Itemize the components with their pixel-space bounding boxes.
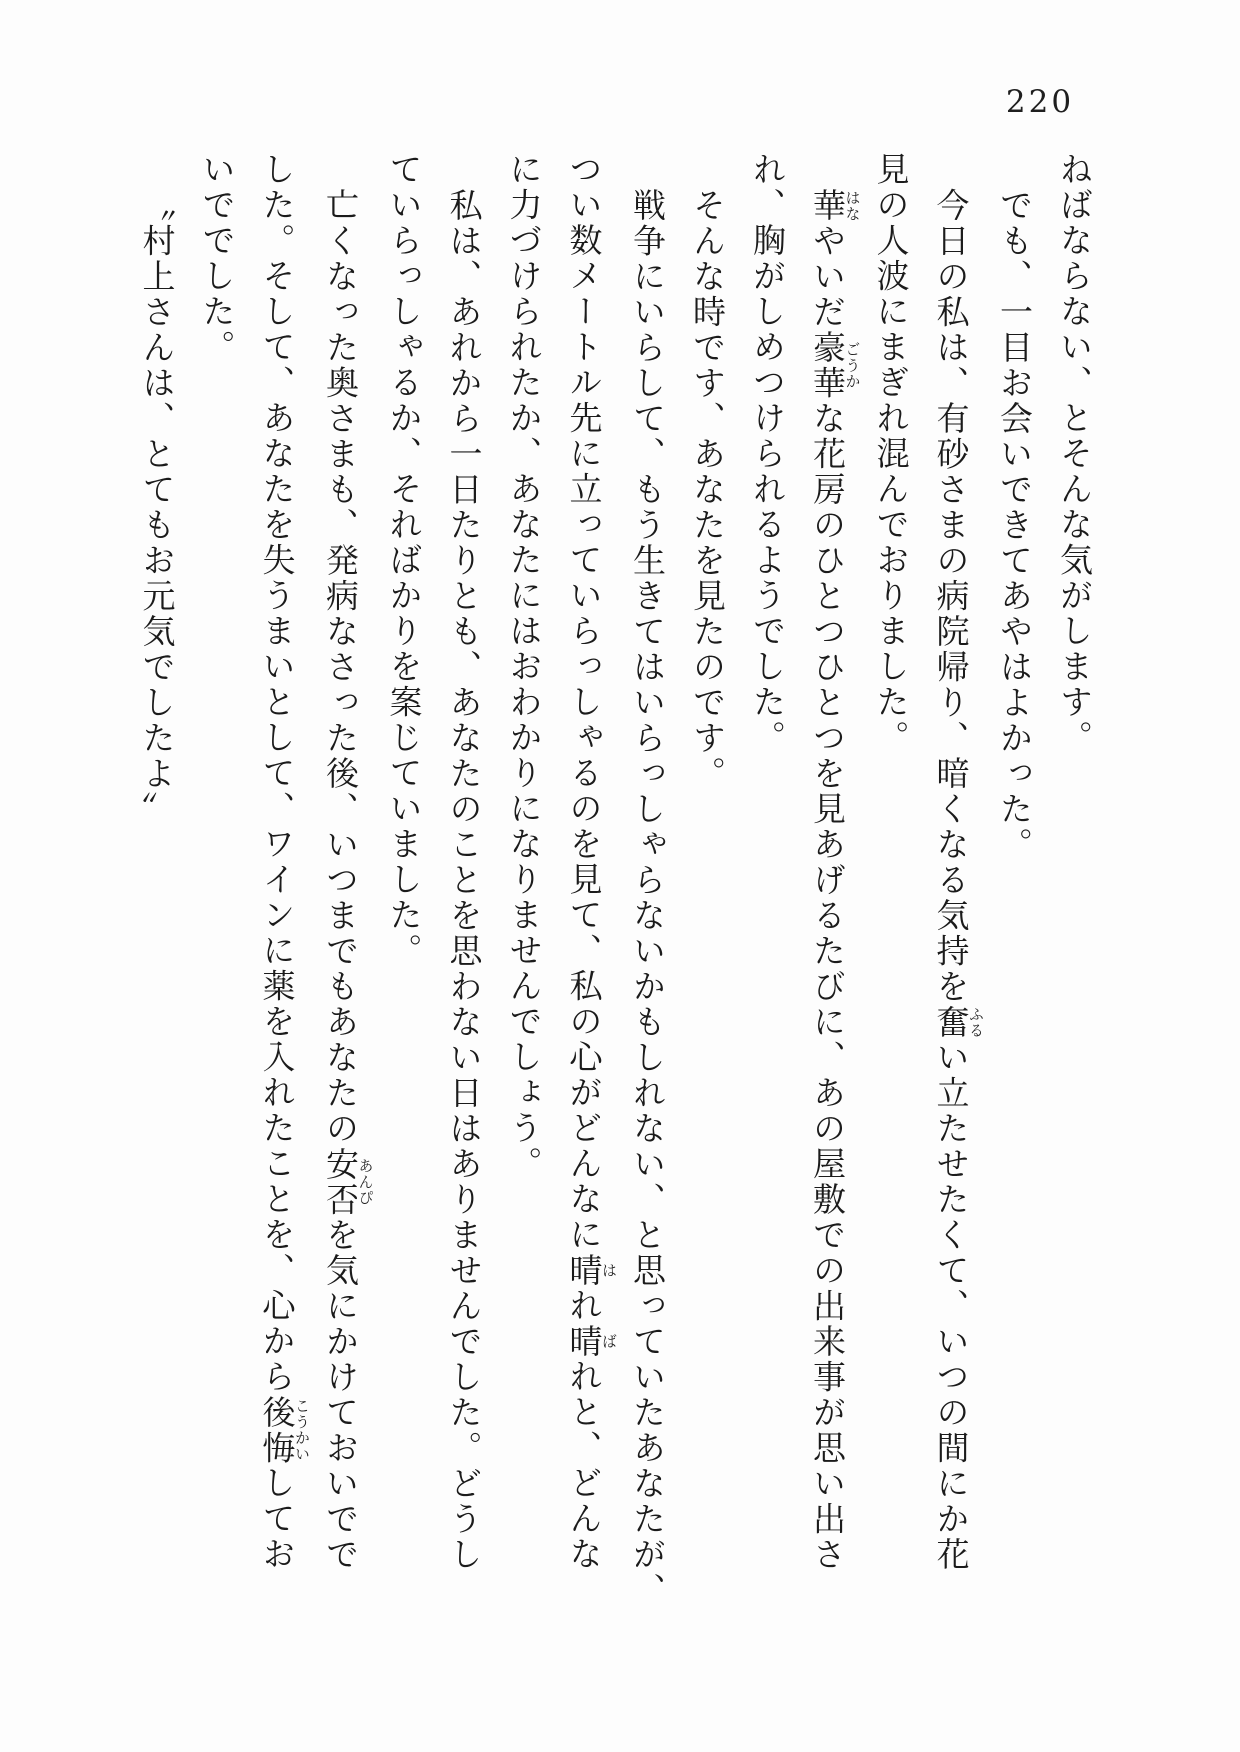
furigana: はな	[843, 188, 862, 224]
furigana: ば	[600, 1323, 618, 1359]
furigana: あんぴ	[356, 1146, 375, 1218]
ruby-annotated-word: 安否あんぴ	[321, 1146, 375, 1218]
text-line: れ、胸がしめつけられるようでした。	[748, 152, 787, 756]
text-line: ねばならない、とそんな気がします。	[1055, 152, 1094, 756]
page-text	[127, 152, 1105, 1608]
ruby-annotated-word: 奮ふる	[931, 1004, 985, 1040]
furigana: こうかい	[293, 1394, 311, 1466]
text-line: 華はなやいだ豪華ごうかな花房のひとつひとつを見あげるたびに、あの屋敷での出来事が思い出さ	[808, 188, 862, 1573]
text-line: した。そして、あなたを失うまいとして、ワインに薬を入れたことを、心から後悔こうかいしてお	[257, 152, 311, 1572]
text-line: そんな時です、あなたを見たのです。	[688, 188, 727, 792]
text-line: 今日の私は、有砂さまの病院帰り、暗くなる気持を奮ふるい立たせたくて、いつの間にか花	[931, 188, 985, 1573]
furigana: ごうか	[843, 330, 862, 401]
ruby-annotated-word: 豪華ごうか	[808, 330, 862, 401]
text-line: ていらっしゃるか、そればかりを案じていました。	[384, 152, 424, 969]
page-number: 220	[1005, 84, 1075, 120]
text-line: いででした。	[197, 152, 237, 365]
text-line: 亡くなった奥さまも、発病なさった後、いつまでもあなたの安否あんぴを気にかけておいでで	[321, 188, 375, 1573]
text-line: 戦争にいらして、もう生きてはいらっしゃらないかもしれない、と思っていたあなたが、	[628, 188, 667, 1608]
text-line: 私は、あれから一日たりとも、あなたのことを思わない日はありませんでした。どうし	[444, 188, 484, 1573]
text-line: つい数メートル先に立っていらっしゃるのを見て、私の心がどんなに晴はれ晴ばれと、どんな	[564, 152, 618, 1572]
text-line: でも、一目お会いできてあやはよかった。	[995, 188, 1034, 863]
text-line: に力づけられたか、あなたにはおわかりになりませんでしょう。	[504, 152, 544, 1182]
furigana: は	[600, 1252, 618, 1288]
ruby-annotated-word: 後悔こうかい	[257, 1394, 311, 1466]
text-line: 〝村上さんは、とてもお元気でしたよ〟	[137, 188, 177, 827]
text-line: 見の人波にまぎれ混んでおりました。	[871, 152, 911, 756]
ruby-annotated-word: 華はな	[808, 188, 862, 224]
furigana: ふる	[967, 1004, 985, 1040]
ruby-annotated-word: 晴は	[564, 1252, 618, 1288]
ruby-annotated-word: 晴ば	[564, 1323, 618, 1359]
